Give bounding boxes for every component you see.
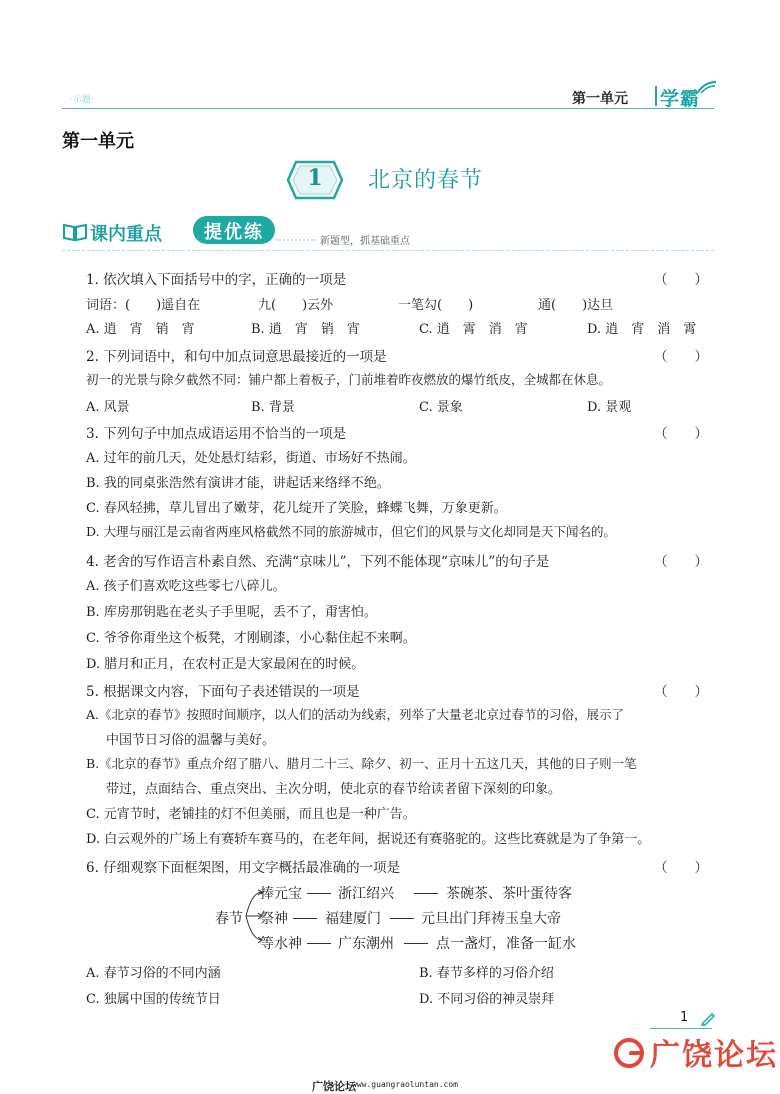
diagram-dash [307, 943, 331, 944]
answer-paren[interactable]: （ ） [654, 554, 708, 570]
unit-title: 第一单元 [62, 131, 134, 152]
option-a: A.《北京的春节》按照时间顺序，以人们的活动为线索，列举了大量老北京过春节的习俗，展示了 [86, 707, 625, 722]
pencil-icon [700, 1010, 716, 1026]
section-label: 课内重点 [90, 224, 162, 245]
option-b: B. 逍 宵 销 宵 [251, 322, 360, 337]
section-dots [276, 239, 316, 241]
diagram-root: 春节 [215, 911, 243, 927]
header-brand: 学霸 [660, 88, 701, 110]
answer-paren[interactable]: （ ） [654, 349, 708, 365]
question-line: 通( )达旦 [538, 298, 614, 313]
option-d: D. 腊月和正月，在农村正是大家最闲在的时候。 [86, 657, 365, 672]
footer-site: 广饶论坛 [312, 1080, 356, 1093]
diagram-dash [307, 893, 331, 894]
section-badge [193, 216, 275, 244]
diagram-dash [390, 918, 414, 919]
header-rule [62, 108, 714, 109]
option-c: C. 爷爷你甭坐这个板凳，才刚刷漆，小心黏住起不来啊。 [86, 631, 416, 646]
diagram-detail: 元旦出门拜祷玉皇大帝 [421, 911, 561, 927]
answer-paren[interactable]: （ ） [654, 860, 708, 876]
header-small-label: ·示题· [70, 95, 94, 105]
option-a: A. 逍 宵 销 宵 [86, 322, 195, 337]
question-stem: 1. 依次填入下面括号中的字，正确的一项是 [86, 272, 347, 288]
watermark-logo-icon [612, 1036, 646, 1070]
option-b: B. 春节多样的习俗介绍 [419, 966, 554, 981]
answer-paren[interactable]: （ ） [654, 684, 708, 700]
open-book-icon [62, 222, 88, 242]
option-d: D. 大理与丽江是云南省两座风格截然不同的旅游城市，但它们的风景与文化却同是天下闻名的。 [86, 524, 617, 539]
swoosh-icon [697, 80, 717, 94]
footer-url: www.guangraoluntan.com [352, 1080, 458, 1089]
question-line: 九( )云外 [258, 298, 334, 313]
question-stem: 2. 下列词语中，和句中加点词意思最接近的一项是 [86, 349, 387, 365]
option-c: C. 独属中国的传统节日 [86, 992, 221, 1007]
diagram-detail: 点一盏灯，准备一缸水 [436, 936, 576, 952]
option-c: C. 元宵节时，老铺挂的灯不但美丽，而且也是一种广告。 [86, 807, 416, 822]
answer-paren[interactable]: （ ） [654, 272, 708, 288]
page-number: 1 [680, 1010, 689, 1025]
option-c: C. 逍 霄 消 宵 [419, 322, 528, 337]
diagram-dash [414, 893, 438, 894]
question-stem: 5. 根据课文内容，下面句子表述错误的一项是 [86, 684, 360, 700]
watermark-text: 广饶论坛 [650, 1038, 778, 1073]
section-subtitle: 新题型，抓基础重点 [320, 236, 410, 247]
header-unit: 第一单元 [572, 91, 628, 107]
option-a: A. 孩子们喜欢吃这些零七八碎儿。 [86, 579, 286, 594]
diagram-place: 浙江绍兴 [338, 886, 394, 902]
page-rule [650, 1028, 712, 1029]
option-b: B. 背景 [251, 400, 295, 415]
question-sentence: 初一的光景与除夕截然不同：铺户都上着板子，门前堆着昨夜燃放的爆竹纸皮，全城都在休息。 [86, 372, 612, 387]
answer-paren[interactable]: （ ） [654, 426, 708, 442]
option-d: D. 不同习俗的神灵崇拜 [419, 992, 555, 1007]
header-separator [655, 86, 657, 106]
diagram-custom: 捧元宝 [260, 886, 302, 902]
section-badge-text: 提优练 [204, 222, 264, 243]
option-a: A. 过年的前几天，处处悬灯结彩，街道、市场好不热闹。 [86, 451, 416, 466]
option-b: B.《北京的春节》重点介绍了腊八、腊月二十三、除夕、初一、正月十五这几天，其他的日子则一笔 [86, 756, 637, 771]
option-d: D. 景观 [587, 400, 632, 415]
section-divider [62, 250, 714, 251]
option-a-cont: 中国节日习俗的温馨与美好。 [106, 733, 276, 748]
option-a: A. 风景 [86, 400, 130, 415]
question-stem: 6. 仔细观察下面框架图，用文字概括最准确的一项是 [86, 860, 401, 876]
lesson-number: 1 [307, 165, 323, 191]
question-line: 词语：( )遥自在 [86, 298, 201, 313]
question-stem: 4. 老舍的写作语言朴素自然、充满“京味儿”，下列不能体现“京味儿”的句子是 [86, 554, 550, 570]
diagram-custom: 等水神 [260, 936, 302, 952]
option-d: D. 白云观外的广场上有赛轿车赛马的，在老年间，据说还有赛骆驼的。这些比赛就是为了争第一。 [86, 832, 651, 847]
diagram-dash [404, 943, 428, 944]
option-c: C. 春风轻拂，草儿冒出了嫩芽，花儿绽开了笑脸，蜂蝶飞舞，万象更新。 [86, 501, 507, 516]
diagram-custom: 祭神 [260, 911, 288, 927]
option-b: B. 我的同桌张浩然有演讲才能，讲起话来络绎不绝。 [86, 476, 390, 491]
diagram-place: 福建厦门 [325, 911, 381, 927]
lesson-title: 北京的春节 [368, 168, 484, 193]
option-b: B. 库房那钥匙在老头子手里呢，丢不了，甭害怕。 [86, 605, 377, 620]
option-b-cont: 带过，点面结合、重点突出、主次分明，使北京的春节给读者留下深刻的印象。 [106, 782, 562, 797]
option-a: A. 春节习俗的不同内涵 [86, 966, 221, 981]
question-stem: 3. 下列句子中加点成语运用不恰当的一项是 [86, 426, 347, 442]
diagram-place: 广东潮州 [338, 936, 394, 952]
question-line: 一笔勾( ) [398, 298, 474, 313]
option-c: C. 景象 [419, 400, 463, 415]
diagram-detail: 茶碗茶、茶叶蛋待客 [446, 886, 572, 902]
diagram-dash [293, 918, 317, 919]
option-d: D. 逍 宵 消 霄 [587, 322, 697, 337]
